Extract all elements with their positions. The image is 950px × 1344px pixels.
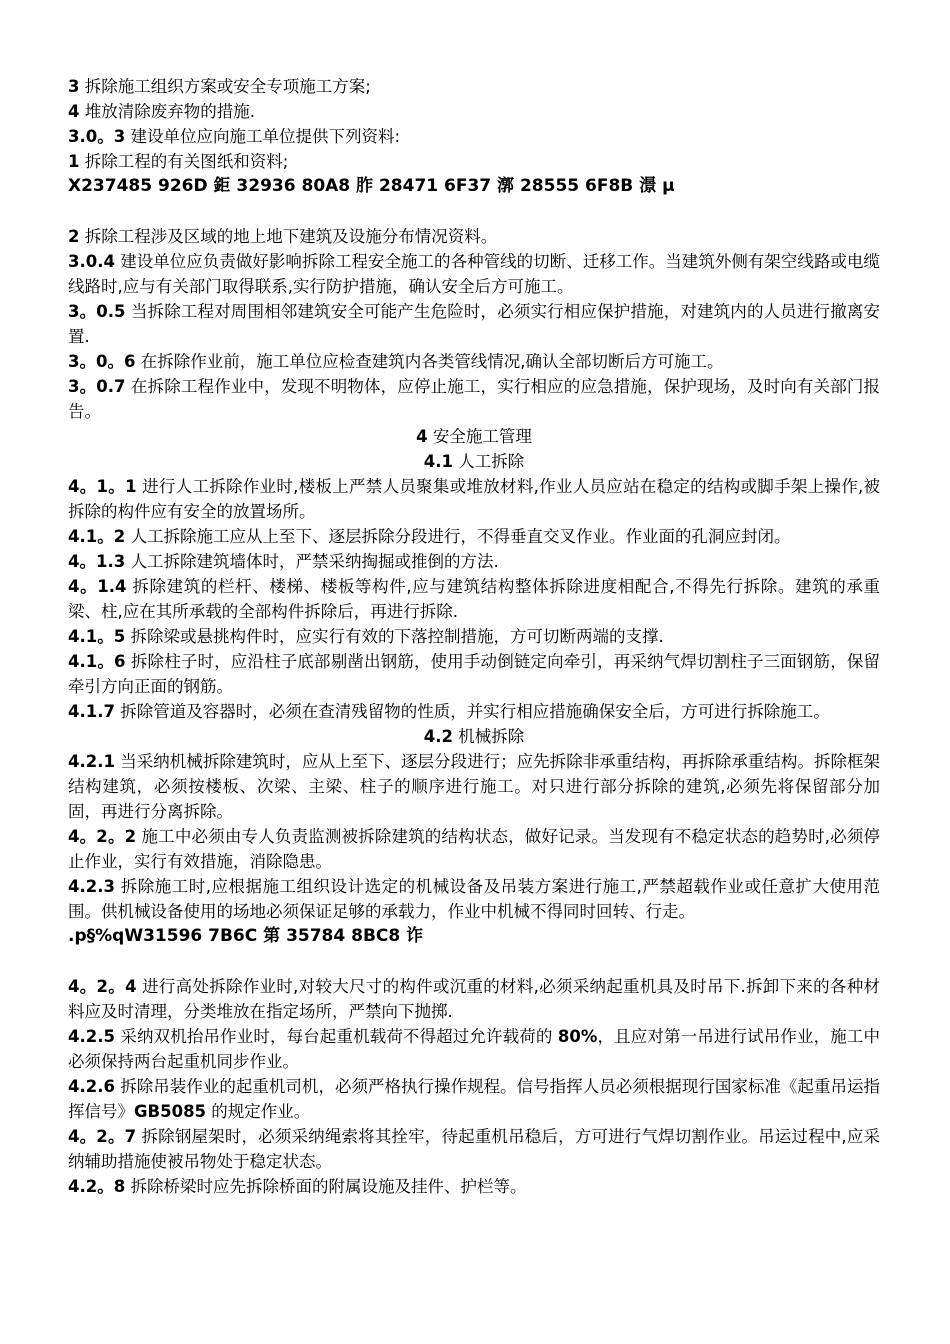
clause-3-0-3 [68, 124, 880, 149]
clause-number: 3。0.7 [68, 377, 126, 396]
blank-line [68, 949, 880, 974]
clause-3-0-5 [68, 299, 880, 349]
clause-4-1-1 [68, 474, 880, 524]
clause-text: 拆除管道及容器时，必须在查清残留物的性质，并实行相应措施确保安全后，方可进行拆除施工。 [114, 702, 830, 721]
paragraph-3-0-2-item-3 [68, 74, 880, 99]
clause-text: 建设单位应向施工单位提供下列资料: [125, 127, 401, 146]
clause-number: 4.2.3 [68, 877, 115, 896]
heading-number: 4.1 [423, 452, 453, 471]
clause-3-0-6 [68, 349, 880, 374]
clause-number: 3.0。3 [68, 127, 126, 146]
clause-number: 4.1。2 [68, 527, 126, 546]
heading-text: 机械拆除 [452, 727, 525, 746]
clause-text: 当拆除工程对周围相邻建筑安全可能产生危险时，必须实行相应保护措施，对建筑内的人员进行撤离安置. [68, 302, 880, 346]
clause-4-1-3 [68, 549, 880, 574]
clause-4-2-1 [68, 749, 880, 824]
heading-number: 4 [416, 427, 428, 446]
paragraph-3-0-2-item-4 [68, 99, 880, 124]
clause-text: 当采纳机械拆除建筑时，应从上至下、逐层分段进行；应先拆除非承重结构，再拆除承重结构。拆除框架结构建筑，必须按楼板、次梁、主梁、柱子的顺序进行施工。对只进行部分拆除的建筑,必须先将保留部分加固，再进行分离拆除。 [68, 752, 880, 821]
clause-4-1-4 [68, 574, 880, 624]
heading-text: 安全施工管理 [427, 427, 532, 446]
clause-number: 4。1.4 [68, 577, 127, 596]
clause-text: ，且应对第一吊进行试吊作业，施工中必须保持两台起重机同步作业。 [68, 1027, 880, 1071]
clause-number: 4。2。4 [68, 977, 137, 996]
clause-text: 拆除建筑的栏杆、楼梯、楼板等构件,应与建筑结构整体拆除进度相配合,不得先行拆除。建筑的承重梁、柱,应在其所承载的全部构件拆除后，再进行拆除. [68, 577, 880, 621]
clause-number: 3。0。6 [68, 352, 136, 371]
clause-number: 4.2.6 [68, 1077, 115, 1096]
clause-number: 4。1.3 [68, 552, 126, 571]
clause-4-2-7 [68, 1124, 880, 1174]
clause-text: 拆除钢屋架时，必须采纳绳索将其拴牢，待起重机吊稳后，方可进行气焊切割作业。吊运过程中,应采纳辅助措施使被吊物处于稳定状态。 [68, 1127, 880, 1171]
clause-text: 建设单位应负责做好影响拆除工程安全施工的各种管线的切断、迁移工作。当建筑外侧有架空线路或电缆线路时,应与有关部门取得联系,实行防护措施，确认安全后方可施工。 [68, 252, 880, 296]
clause-text: 的规定作业。 [206, 1102, 311, 1121]
clause-number: 3.0.4 [68, 252, 115, 271]
document-body [68, 74, 880, 1199]
clause-text: 拆除柱子时，应沿柱子底部剔凿出钢筋，使用手动倒链定向牵引，再采纳气焊切割柱子三面钢筋，保留牵引方向正面的钢筋。 [68, 652, 880, 696]
clause-4-2-5 [68, 1024, 880, 1074]
clause-number: 4.2。8 [68, 1177, 126, 1196]
garbled-code-line: X237485 926D 鉅 32936 80A8 胙 28471 6F37 漷 28555 6F8B 澋 µ [68, 176, 675, 196]
clause-text: 拆除梁或悬挑构件时，应实行有效的下落控制措施，方可切断两端的支撑. [125, 627, 664, 646]
standard-code: GB5085 [134, 1102, 207, 1121]
clause-number: 4.2.1 [68, 752, 115, 771]
clause-4-2-8 [68, 1174, 880, 1199]
clause-3-0-4 [68, 249, 880, 299]
blank-line [68, 199, 880, 224]
clause-4-1-5 [68, 624, 880, 649]
clause-4-2-4 [68, 974, 880, 1024]
section-heading-4 [68, 424, 880, 449]
clause-text: 拆除吊装作业的起重机司机，必须严格执行操作规程。信号指挥人员必须根据现行国家标准《起重吊运指挥信号》 [68, 1077, 880, 1121]
clause-4-2-2 [68, 824, 880, 874]
clause-3-0-7 [68, 374, 880, 424]
item-number: 4 [68, 102, 80, 121]
clause-number: 4。2。7 [68, 1127, 137, 1146]
heading-text: 人工拆除 [452, 452, 525, 471]
clause-number: 4.1。6 [68, 652, 126, 671]
clause-text: 采纳双机抬吊作业时，每台起重机载荷不得超过允许载荷的 [114, 1027, 558, 1046]
clause-4-2-3 [68, 874, 880, 924]
clause-text: 进行高处拆除作业时,对较大尺寸的构件或沉重的材料,必须采纳起重机具及时吊下.拆卸下来的各种材料应及时清理，分类堆放在指定场所，严禁向下抛掷. [68, 977, 880, 1021]
clause-text: 拆除桥梁时应先拆除桥面的附属设施及挂件、护栏等。 [125, 1177, 527, 1196]
load-percent: 80% [557, 1027, 598, 1046]
clause-text: 人工拆除建筑墙体时，严禁采纳掏掘或推倒的方法. [125, 552, 499, 571]
clause-number: 4.2.5 [68, 1027, 115, 1046]
garbled-code-line: .p§%qW31596 7B6C 第 35784 8BC8 诈 [68, 926, 424, 946]
clause-text: 在拆除作业前，施工单位应检查建筑内各类管线情况,确认全部切断后方可施工。 [135, 352, 724, 371]
clause-number: 4。2。2 [68, 827, 137, 846]
item-number: 1 [68, 152, 80, 171]
item-text: 拆除施工组织方案或安全专项施工方案; [79, 77, 371, 96]
clause-number: 4。1。1 [68, 477, 137, 496]
clause-text: 进行人工拆除作业时,楼板上严禁人员聚集或堆放材料,作业人员应站在稳定的结构或脚手架上操作,被拆除的构件应有安全的放置场所。 [68, 477, 880, 521]
item-number: 3 [68, 77, 80, 96]
item-text: 拆除工程涉及区域的地上地下建筑及设施分布情况资料。 [79, 227, 498, 246]
clause-number: 4.1。5 [68, 627, 126, 646]
clause-text: 施工中必须由专人负责监测被拆除建筑的结构状态，做好记录。当发现有不稳定状态的趋势时,必须停止作业，实行有效措施，消除隐患。 [68, 827, 880, 871]
heading-number: 4.2 [423, 727, 453, 746]
clause-text: 在拆除工程作业中，发现不明物体，应停止施工，实行相应的应急措施，保护现场，及时向有关部门报告。 [68, 377, 880, 421]
clause-4-1-2 [68, 524, 880, 549]
clause-text: 拆除施工时,应根据施工组织设计选定的机械设备及吊装方案进行施工,严禁超载作业或任意扩大使用范围。供机械设备使用的场地必须保证足够的承载力，作业中机械不得同时回转、行走。 [68, 877, 880, 921]
clause-number: 4.1.7 [68, 702, 115, 721]
section-heading-4-2 [68, 724, 880, 749]
item-text: 堆放清除废弃物的措施. [79, 102, 255, 121]
item-text: 拆除工程的有关图纸和资料; [79, 152, 289, 171]
clause-number: 3。0.5 [68, 302, 126, 321]
clause-text: 人工拆除施工应从上至下、逐层拆除分段进行，不得垂直交叉作业。作业面的孔洞应封闭。 [125, 527, 791, 546]
clause-4-2-6 [68, 1074, 880, 1124]
paragraph-3-0-3-item-2 [68, 224, 880, 249]
item-number: 2 [68, 227, 80, 246]
clause-4-1-6 [68, 649, 880, 699]
clause-4-1-7 [68, 699, 880, 724]
paragraph-3-0-3-item-1 [68, 149, 880, 174]
section-heading-4-1 [68, 449, 880, 474]
